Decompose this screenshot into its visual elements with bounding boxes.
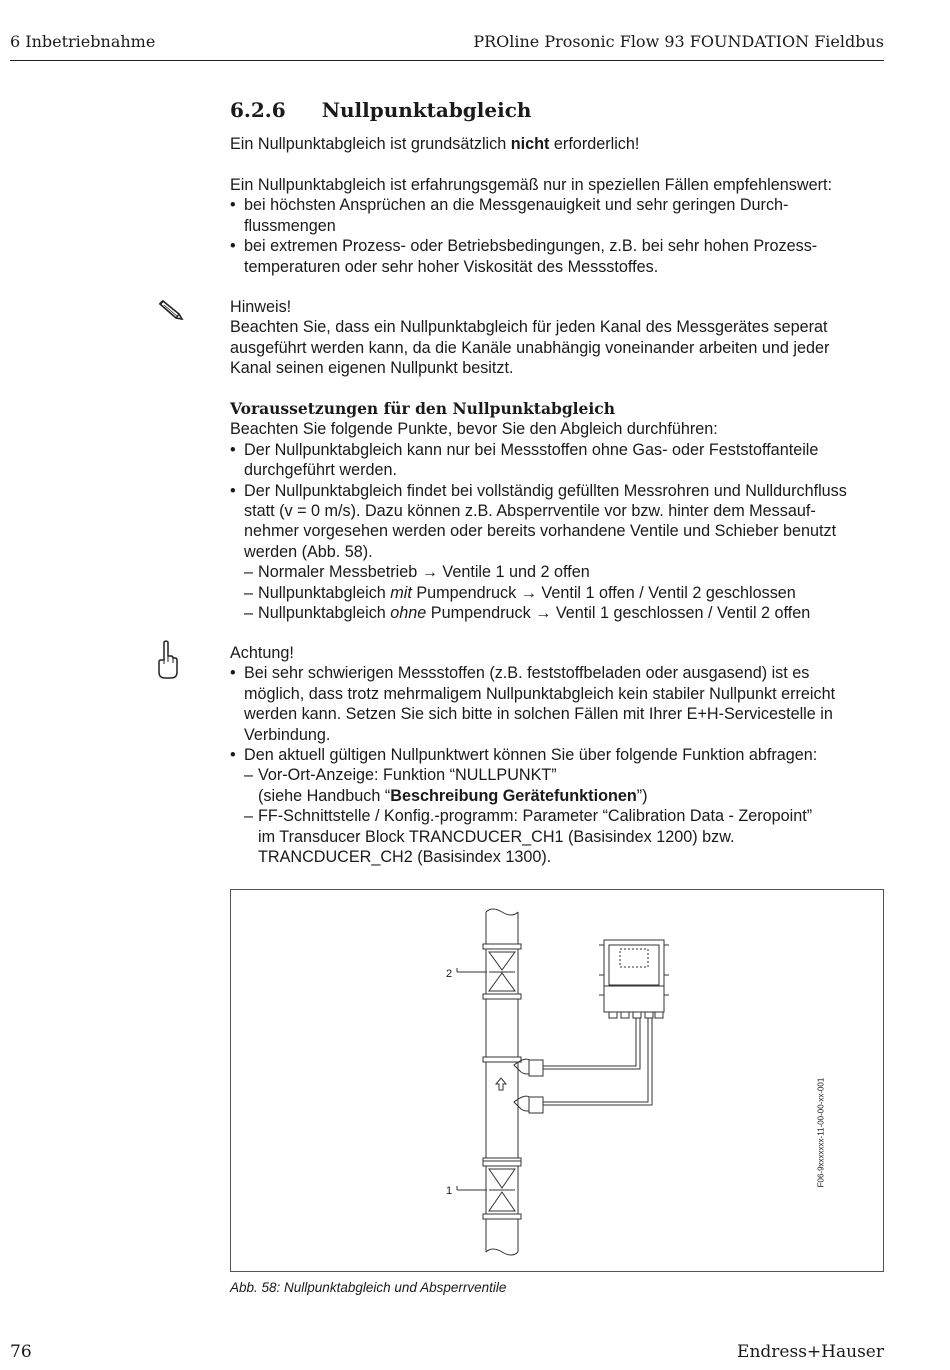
valve-2-label: 2 [446, 968, 453, 980]
page-number: 76 [10, 1342, 32, 1362]
intro-emphasis: nicht [510, 135, 550, 153]
pencil-icon [158, 300, 184, 322]
list-item: • Der Nullpunktabgleich kann nur bei Messstoffen ohne Gas- oder Feststoffanteile durchgeführt werden. [230, 440, 819, 480]
figure-code: F06-9xxxxxxx-11-00-00-xx-001 [816, 1077, 826, 1188]
prerequisites-block [230, 399, 890, 623]
list-item: • Bei sehr schwierigen Messstoffen (z.B. feststoffbeladen oder ausgasend) ist es möglich, dass trotz mehrmaligem Nullpunktabgleich kein stabiler Nullpunkt erreicht werden kann. Setzen Sie sich bitte in solchen Fällen mit Ihrer E+H-Servicestelle in Verbindung. [230, 664, 836, 744]
figure-frame [230, 889, 884, 1272]
dash-item: – Nullpunktabgleich mit Pumpendruck → Ventil 1 offen / Ventil 2 geschlossen [244, 583, 796, 602]
list-item: • bei höchsten Ansprüchen an die Messgenauigkeit und sehr geringen Durch- flussmengen [230, 196, 789, 235]
valve-diagram [231, 890, 883, 1271]
dash-item-continuation: (siehe Handbuch “Beschreibung Gerätefunktionen”) [258, 786, 648, 805]
recommendation-lead: Ein Nullpunktabgleich ist erfahrungsgemäß nur in speziellen Fällen empfehlenswert: [230, 176, 832, 194]
header-rule [10, 60, 884, 61]
figure-caption: Abb. 58: Nullpunktabgleich und Absperrventile [230, 1280, 507, 1295]
pointing-hand-icon [156, 640, 180, 680]
note-heading: Hinweis! [230, 298, 292, 316]
document-title-header: PROline Prosonic Flow 93 FOUNDATION Fieldbus [473, 32, 884, 51]
caution-block [230, 643, 890, 867]
dash-item: – Vor-Ort-Anzeige: Funktion “NULLPUNKT” [244, 766, 557, 785]
list-item: • bei extremen Prozess- oder Betriebsbedingungen, z.B. bei sehr hohen Prozess- temperaturen oder sehr hoher Viskosität des Messstoffes. [230, 237, 818, 276]
prerequisites-heading: Voraussetzungen für den Nullpunktabgleich [230, 399, 616, 418]
section-number: 6.2.6 [230, 98, 286, 122]
note-block: Hinweis! Beachten Sie, dass ein Nullpunktabgleich für jeden Kanal des Messgerätes seperat ausgeführt werden kann, da die Kanäle unabhängig voneinander arbeiten und jeder Kanal seinen eigenen Nullpunkt besitzt. [230, 297, 890, 379]
chapter-header: 6 Inbetriebnahme [10, 32, 156, 51]
valve-1-label: 1 [446, 1185, 453, 1197]
intro-paragraph [230, 134, 890, 154]
dash-item: – Nullpunktabgleich ohne Pumpendruck → Ventil 1 geschlossen / Ventil 2 offen [244, 604, 811, 623]
intro-text-end: erforderlich! [549, 135, 640, 153]
list-item: • Den aktuell gültigen Nullpunktwert können Sie über folgende Funktion abfragen: [230, 746, 818, 765]
section-heading [230, 98, 531, 122]
dash-item: – Normaler Messbetrieb → Ventile 1 und 2 offen [244, 563, 590, 582]
intro-text: Ein Nullpunktabgleich ist grundsätzlich [230, 135, 511, 153]
recommendation-paragraph [230, 175, 890, 277]
list-item: • Der Nullpunktabgleich findet bei vollständig gefüllten Messrohren und Nulldurchfluss statt (v = 0 m/s). Dazu können z.B. Absperrventile vor bzw. hinter dem Messauf- nehmer vorgesehen werden oder bereits vorhandene Ventile und Schieber benutzt werden (Abb. 58). [230, 481, 847, 561]
prerequisites-lead: Beachten Sie folgende Punkte, bevor Sie den Abgleich durchführen: [230, 420, 718, 439]
section-title: Nullpunktabgleich [321, 98, 532, 122]
caution-heading: Achtung! [230, 644, 294, 662]
dash-item: – FF-Schnittstelle / Konfig.-programm: Parameter “Calibration Data - Zeropoint” im Transducer Block TRANCDUCER_CH1 (Basisindex 1200) bzw. TRANCDUCER_CH2 (Basisindex 1300). [244, 807, 813, 867]
brand-logo-text: Endress+Hauser [737, 1342, 884, 1362]
